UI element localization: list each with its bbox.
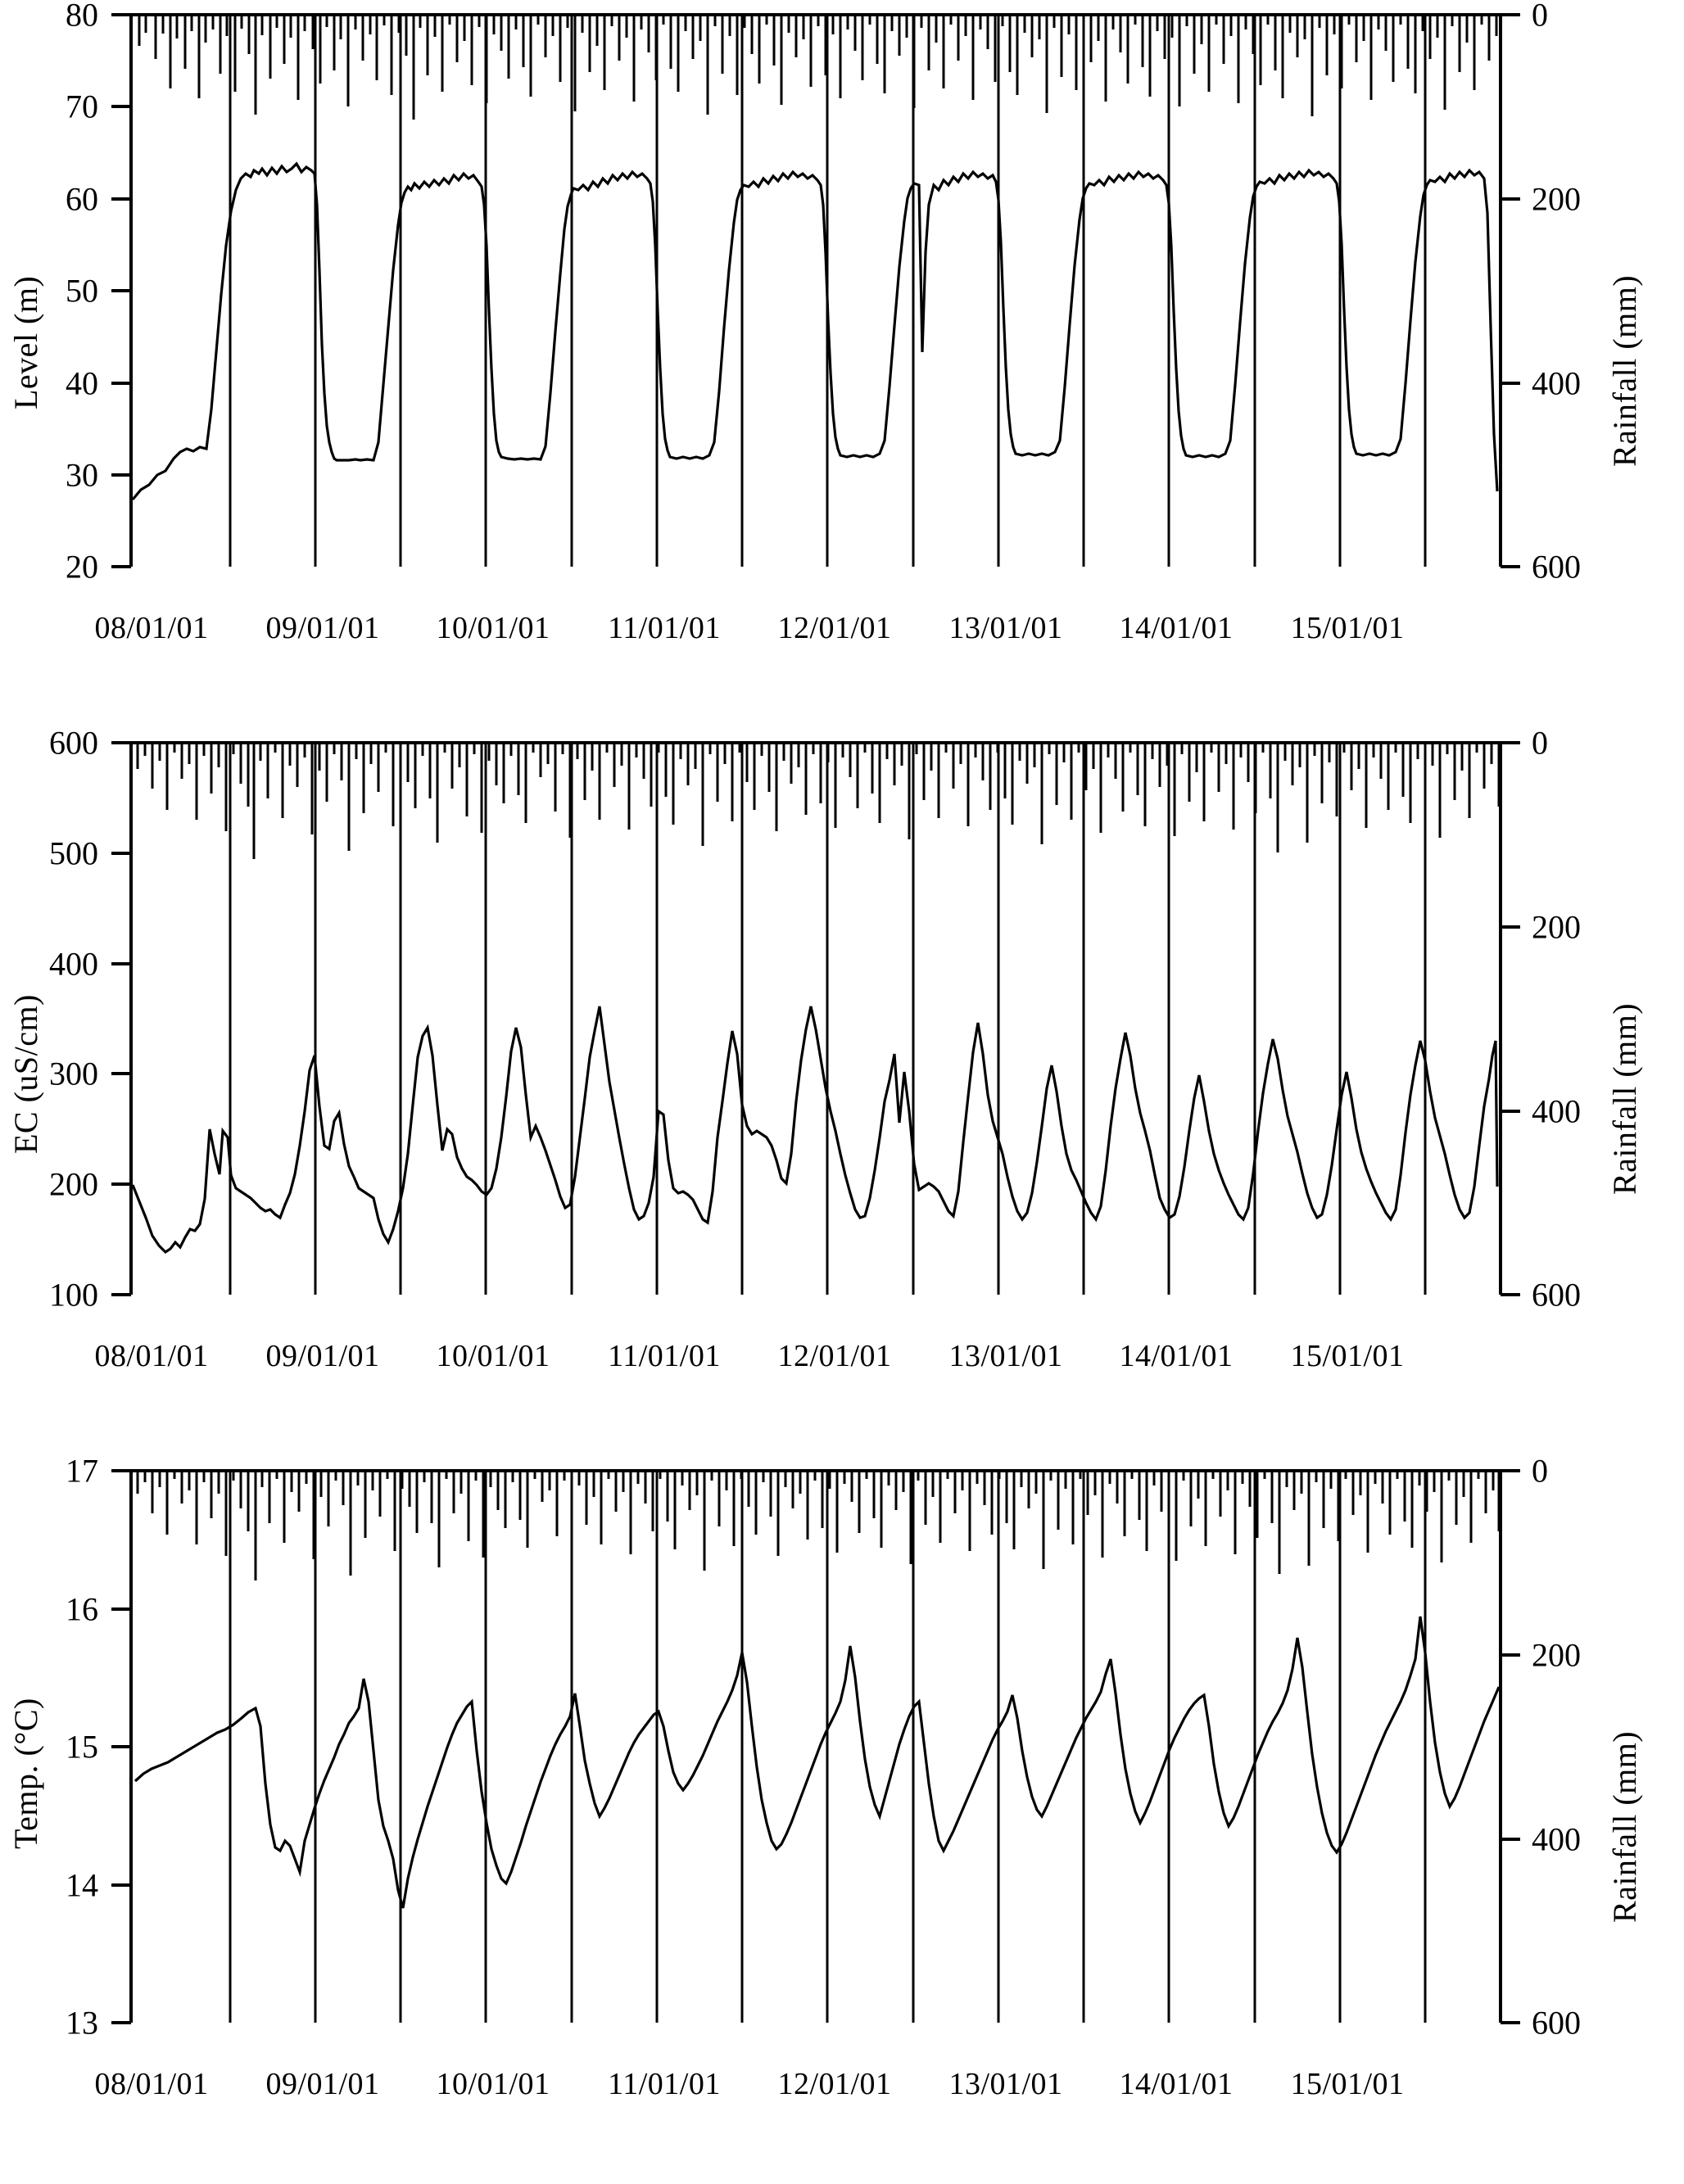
- xtick-ec-7: 14/01/01: [1119, 1339, 1234, 1373]
- y-axis-title-temp: Temp. (°C): [7, 1698, 44, 1849]
- y2tick-ec-200: 200: [1532, 908, 1581, 946]
- series-line-level: [133, 164, 1497, 500]
- y2tick-ec-0: 0: [1532, 724, 1548, 762]
- plot-area-ec: [0, 724, 1684, 1456]
- xtick-temp-3: 10/01/01: [436, 2067, 550, 2101]
- y-axis-title-ec: EC (uS/cm): [7, 994, 44, 1154]
- ytick-level-70: 70: [66, 88, 98, 125]
- y2-axis-title-temp: Rainfall (mm): [1606, 1730, 1643, 1923]
- series-line-temp: [135, 1617, 1499, 1908]
- ytick-level-50: 50: [66, 272, 98, 310]
- ytick-level-30: 30: [66, 456, 98, 494]
- y2tick-ec-400: 400: [1532, 1092, 1581, 1130]
- ytick-temp-15: 15: [66, 1728, 98, 1766]
- rainfall-spikes-ec: [138, 743, 1499, 859]
- xtick-ec-1: 08/01/01: [94, 1339, 209, 1373]
- xtick-level-3: 10/01/01: [436, 611, 550, 645]
- y2-axis-title-level: Rainfall (mm): [1606, 274, 1643, 467]
- right-axis-ticks: [1501, 1471, 1520, 2023]
- xtick-level-2: 09/01/01: [265, 611, 380, 645]
- axes-frame: [131, 1471, 1501, 2023]
- xtick-level-1: 08/01/01: [94, 611, 209, 645]
- axes-frame: [131, 15, 1501, 567]
- y2tick-level-0: 0: [1532, 0, 1548, 34]
- vertical-gridlines: [230, 1471, 1425, 2023]
- y2tick-level-600: 600: [1532, 548, 1581, 586]
- xtick-ec-2: 09/01/01: [265, 1339, 380, 1373]
- xtick-level-8: 15/01/01: [1290, 611, 1405, 645]
- y2tick-temp-200: 200: [1532, 1636, 1581, 1674]
- rainfall-spikes-level: [139, 15, 1496, 120]
- ytick-ec-500: 500: [49, 834, 98, 872]
- ytick-temp-16: 16: [66, 1590, 98, 1628]
- ytick-level-80: 80: [66, 0, 98, 34]
- axes-frame: [131, 743, 1501, 1295]
- xtick-level-4: 11/01/01: [608, 611, 721, 645]
- ytick-level-20: 20: [66, 548, 98, 586]
- xtick-ec-4: 11/01/01: [608, 1339, 721, 1373]
- left-axis-ticks: [111, 743, 131, 1295]
- ytick-temp-14: 14: [66, 1866, 98, 1904]
- xtick-temp-7: 14/01/01: [1119, 2067, 1234, 2101]
- y2tick-temp-400: 400: [1532, 1820, 1581, 1858]
- y2tick-level-400: 400: [1532, 364, 1581, 402]
- xtick-level-7: 14/01/01: [1119, 611, 1234, 645]
- y2tick-temp-0: 0: [1532, 1452, 1548, 1490]
- plot-area-temp: [0, 1452, 1684, 2184]
- ytick-ec-200: 200: [49, 1165, 98, 1203]
- chart-panel-ec: [0, 724, 1684, 1456]
- xtick-ec-6: 13/01/01: [948, 1339, 1063, 1373]
- ytick-ec-300: 300: [49, 1055, 98, 1092]
- xtick-level-6: 13/01/01: [948, 611, 1063, 645]
- y-axis-title-level: Level (m): [7, 275, 44, 409]
- ytick-level-40: 40: [66, 364, 98, 402]
- xtick-temp-4: 11/01/01: [608, 2067, 721, 2101]
- left-axis-ticks: [111, 1471, 131, 2023]
- xtick-temp-2: 09/01/01: [265, 2067, 380, 2101]
- series-line-ec: [133, 1006, 1497, 1252]
- right-axis-ticks: [1501, 15, 1520, 567]
- y2tick-temp-600: 600: [1532, 2004, 1581, 2042]
- left-axis-ticks: [111, 15, 131, 567]
- chart-panel-temp: [0, 1452, 1684, 2184]
- xtick-ec-5: 12/01/01: [777, 1339, 892, 1373]
- xtick-ec-8: 15/01/01: [1290, 1339, 1405, 1373]
- chart-panel-level: [0, 0, 1684, 728]
- rainfall-spikes-temp: [138, 1471, 1499, 1580]
- y2tick-ec-600: 600: [1532, 1276, 1581, 1314]
- ytick-level-60: 60: [66, 180, 98, 218]
- xtick-temp-6: 13/01/01: [948, 2067, 1063, 2101]
- xtick-temp-8: 15/01/01: [1290, 2067, 1405, 2101]
- ytick-ec-400: 400: [49, 945, 98, 983]
- ytick-temp-13: 13: [66, 2004, 98, 2042]
- ytick-ec-100: 100: [49, 1276, 98, 1314]
- y2-axis-title-ec: Rainfall (mm): [1606, 1002, 1643, 1195]
- xtick-temp-5: 12/01/01: [777, 2067, 892, 2101]
- y2tick-level-200: 200: [1532, 180, 1581, 218]
- right-axis-ticks: [1501, 743, 1520, 1295]
- xtick-temp-1: 08/01/01: [94, 2067, 209, 2101]
- ytick-temp-17: 17: [66, 1452, 98, 1490]
- plot-area-level: [0, 0, 1684, 728]
- ytick-ec-600: 600: [49, 724, 98, 762]
- xtick-level-5: 12/01/01: [777, 611, 892, 645]
- xtick-ec-3: 10/01/01: [436, 1339, 550, 1373]
